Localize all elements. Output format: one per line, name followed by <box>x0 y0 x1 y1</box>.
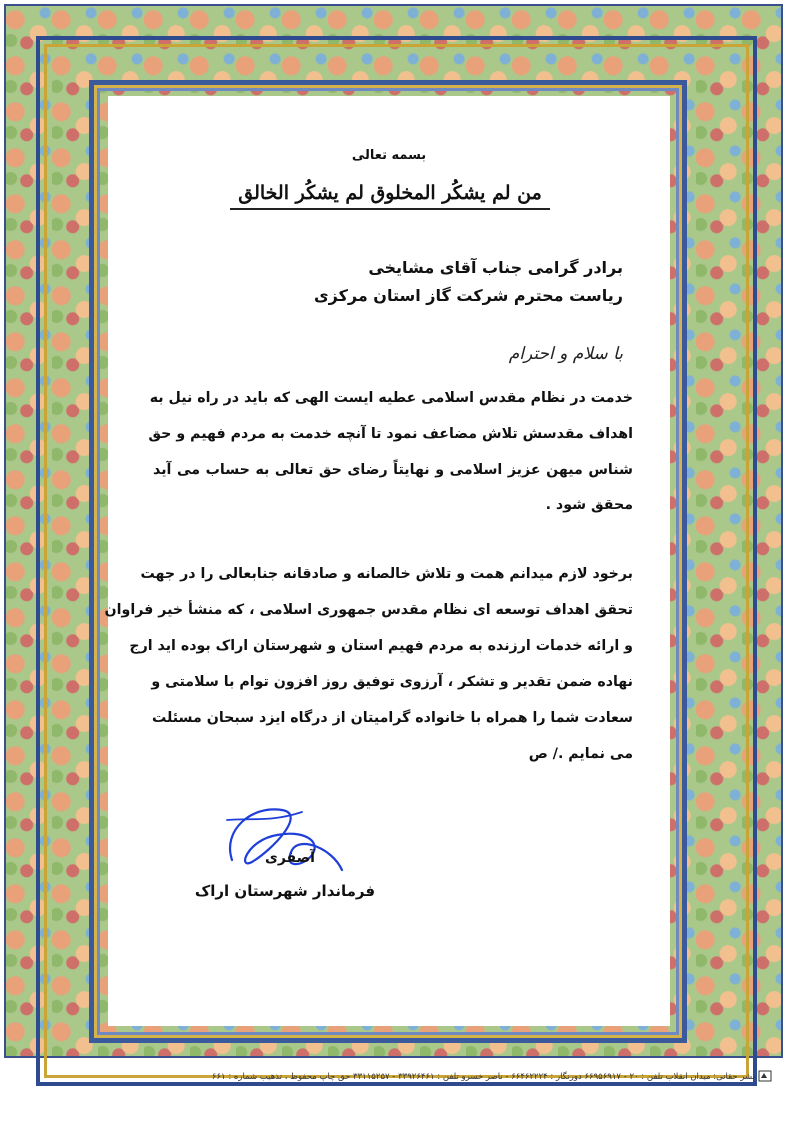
body-line: برخود لازم میدانم همت و تلاش خالصانه و صادقانه جنابعالی را در جهت <box>140 566 633 582</box>
body-line: شناس میهن عزیز اسلامی و نهایتاً رضای حق تعالی به حساب می آید <box>153 462 633 478</box>
printer-logo-icon <box>758 1069 772 1083</box>
body-line: و ارائه خدمات ارزنده به مردم فهیم استان و شهرستان اراک بوده اید ارج <box>129 638 633 654</box>
body-line: نهاده ضمن تقدیر و تشکر ، آرزوی توفیق روز افزون توام با سلامتی و <box>151 674 633 690</box>
printer-footer: نشر حقانی: میدان انقلاب تلفن : ۲۰ - ۶۶۹۵۶۹۱۷ دورنگار : ۶۶۴۶۲۲۲۴ - ناصر خسرو تلفن : ۳۳۹۲۶۴۶۱ - ۳۳۱۱۵۲۵۷ حق چاپ محفوظ ، تذهیب شماره : ۶۶۱ <box>211 1072 755 1082</box>
motto-heading: من لم یشکُر المخلوق لم یشکُر الخالق <box>230 182 550 210</box>
body-line: اهداف مقدسش تلاش مضاعف نمود تا آنچه خدمت به مردم فهیم و حق <box>148 426 633 442</box>
body-line: سعادت شما را همراه با خانواده گرامیتان از درگاه ایزد سبحان مسئلت <box>151 710 633 726</box>
body-line: تحقق اهداف توسعه ای نظام مقدس جمهوری اسلامی ، که منشأ خیر فراوان <box>104 602 633 618</box>
body-line: خدمت در نظام مقدس اسلامی عطیه ایست الهی که باید در راه نیل به <box>149 390 633 406</box>
addressee-line-2: ریاست محترم شرکت گاز استان مرکزی <box>313 286 623 305</box>
signer-name: آصفری <box>265 850 315 866</box>
signer-title: فرماندار شهرستان اراک <box>194 882 376 900</box>
basmala-heading: بسمه تعالی <box>351 148 427 163</box>
body-line: محقق شود . <box>545 497 633 513</box>
handwritten-signature <box>212 800 362 890</box>
addressee-line-1: برادر گرامی جناب آقای مشایخی <box>368 258 623 277</box>
greeting: با سلام و احترام <box>508 344 623 364</box>
body-line: می نمایم ./ ص <box>528 746 633 762</box>
